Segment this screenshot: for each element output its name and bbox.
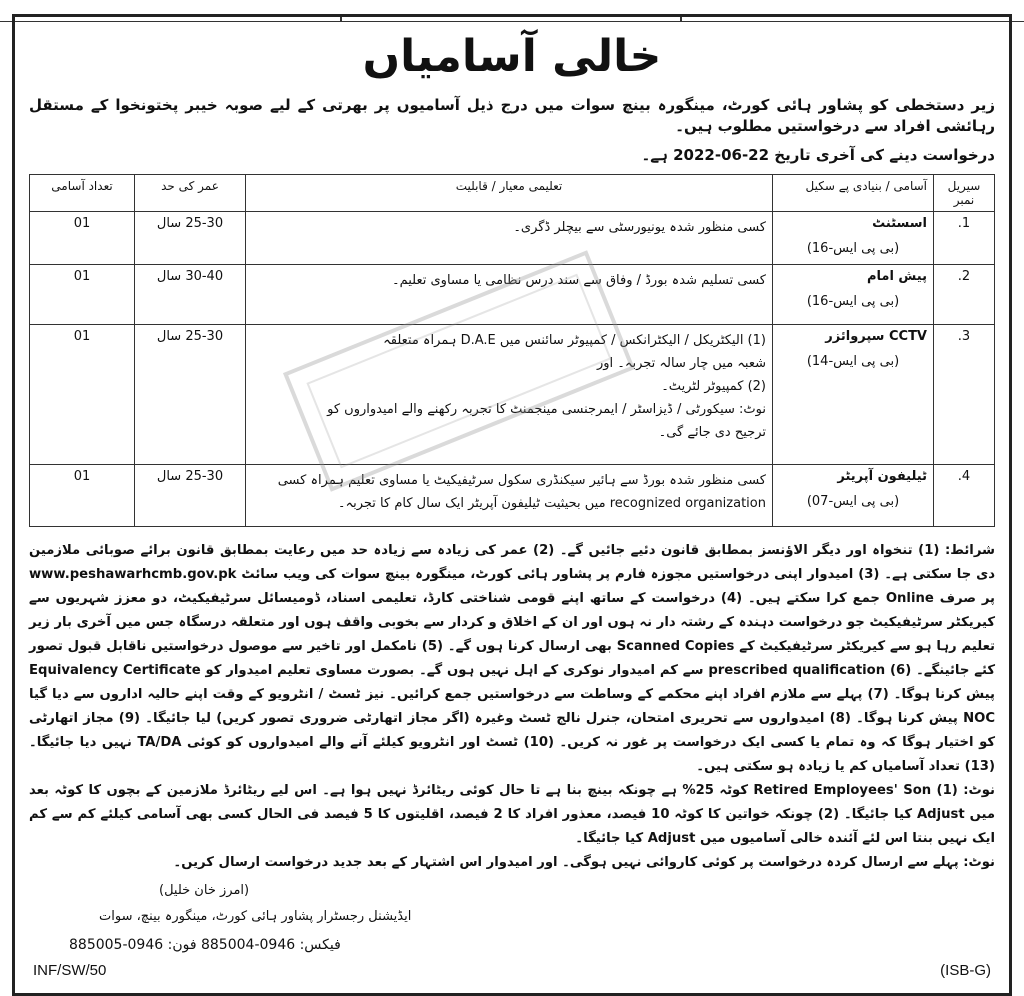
header-count: تعداد آسامی bbox=[30, 175, 135, 212]
post-cell bbox=[773, 465, 934, 527]
conditions-section bbox=[29, 539, 995, 875]
serial-number: 4. bbox=[934, 465, 995, 527]
table-row bbox=[30, 325, 995, 465]
reference-number: INF/SW/50 bbox=[33, 962, 107, 979]
post-count: 01 bbox=[30, 212, 135, 265]
post-name: CCTV سپروائزر bbox=[825, 329, 927, 344]
post-bps: (بی پی ایس-16) bbox=[806, 294, 900, 309]
qualification-line: (2) کمپیوٹر لٹریٹ۔ bbox=[661, 379, 766, 394]
qualification-cell bbox=[246, 465, 773, 527]
conditions-text: شرائط: (1) تنخواہ اور دیگر الاؤنسز بمطابق قانون دئیے جائیں گے۔ (2) عمر کی زیادہ سے زیادہ حد میں رعایت بمطابق قانون برائے صوبائی ملازمین دی جا سکتی ہے۔ (3) امیدوار اپنی درخواستیں مجوزہ فارم پر پشاور ہائی کورٹ، مینگورہ بینچ سوات کی ویب سائٹ www.peshawarhcmb.gov.pk پر صرف Online جمع کرا سکتے ہیں۔ (4) درخواست کے ساتھ اپنے قومی شناختی کارڈ، تعلیمی اسناد، ڈومیسائل سرٹیفیکیٹ، دو معزز شہریوں سے کیریکٹر سرٹیفیکیٹ جو درخواست دہندہ کے رشتہ دار نہ ہوں اور ان کے اخلاق و کردار سے بخوبی واقف ہوں اور متعلقہ درسگاہ جس میں آخری بار زیر تعلیم رہا ہو سے کیریکٹر سرٹیفیکیٹ کے Scanned Copies بھی ارسال کرنا ہوں گے۔ (5) نامکمل اور تاخیر سے موصول درخواستیں ناقابل قبول تصور کئے جائینگے۔ (6) prescribed qualification سے کم امیدوار نوکری کے اہل نہیں ہوں گے۔ بصورت مساوی تعلیم امیدوار کو Equivalency Certificate پیش کرنا ہوگا۔ (7) پہلے سے ملازم افراد اپنے محکمے کے وساطت سے درخواستیں جمع کرائیں۔ نیز ٹسٹ / انٹرویو کے وقت اپنے حالیہ اداروں سے دیا گیا NOC پیش کرنا ہوگا۔ (8) امیدواروں سے تحریری امتحان، جنرل نالج ٹسٹ وغیرہ (اگر مجاز اتھارٹی ضروری تصور کریں) لیا جائیگا۔ (9) مجاز اتھارٹی کو اختیار ہوگا کہ وہ تمام یا کسی ایک درخواست پر غور نہ کریں۔ (10) ٹسٹ اور انٹرویو کیلئے آنے والے امیدواروں کو کوئی TA/DA نہیں دیا جائیگا۔ (13) تعداد آسامیاں کم یا زیادہ ہو سکتی ہیں۔ bbox=[29, 543, 996, 774]
age-limit: 25-30 سال bbox=[135, 465, 246, 527]
serial-number: 3. bbox=[934, 325, 995, 465]
note-previous-applications: نوٹ: پہلے سے ارسال کردہ درخواست پر کوئی کاروائی نہیں ہوگی۔ اور امیدوار اس اشتہار کے بعد جدید درخواست ارسال کریں۔ bbox=[173, 855, 995, 870]
post-cell bbox=[773, 265, 934, 325]
qualification-line: کسی منظور شدہ بورڈ سے ہائیر سیکنڈری سکول سرٹیفیکیٹ یا مساوی تعلیم ہمراہ کسی bbox=[277, 473, 766, 488]
qualification-cell bbox=[246, 265, 773, 325]
intro-text: زیر دستخطی کو پشاور ہائی کورٹ، مینگورہ بینچ سوات میں درج ذیل آسامیوں پر بھرتی کے لیے صوبہ خیبر پختونخوا کے مستقل رہائشی افراد سے درخواستیں مطلوب ہیں۔ bbox=[29, 96, 995, 135]
post-bps: (بی پی ایس-16) bbox=[806, 241, 900, 256]
vacancy-table bbox=[29, 174, 995, 527]
serial-number: 2. bbox=[934, 265, 995, 325]
age-limit: 25-30 سال bbox=[135, 325, 246, 465]
table-row bbox=[30, 212, 995, 265]
age-limit: 25-30 سال bbox=[135, 212, 246, 265]
header-qualification: تعلیمی معیار / قابلیت bbox=[246, 175, 773, 212]
post-count: 01 bbox=[30, 265, 135, 325]
qualification-line: کسی تسلیم شدہ بورڈ / وفاق سے سند درس نظامی یا مساوی تعلیم۔ bbox=[391, 273, 766, 288]
signatory-designation: ایڈیشنل رجسٹرار پشاور ہائی کورٹ، مینگورہ بینچ، سوات bbox=[99, 909, 412, 924]
qualification-line: نوٹ: سیکورٹی / ڈیزاسٹر / ایمرجنسی مینجمنٹ کا تجربہ رکھنے والے امیدواروں کو bbox=[327, 402, 766, 417]
header-age: عمر کی حد bbox=[135, 175, 246, 212]
post-cell bbox=[773, 325, 934, 465]
note-quota: نوٹ: (1) Retired Employees' Son کوٹہ 25% ہے چونکہ بینچ بنا ہے تا حال کوئی ریٹائرڈ نہیں ہوا ہے۔ اس لیے ریٹائرڈ ملازمین کے بچوں کا کوٹہ بعد میں Adjust کیا جائیگا۔ (2) چونکہ خواتین کا کوٹہ 10 فیصد، معذور افراد کا 2 فیصد، اقلیتوں کا 5 فیصد فی الحال کسی بھی آسامی کیلئے کم سے کم ایک نہیں بنتا اس لئے آئندہ خالی آسامیوں میں Adjust کیا جائیگا۔ bbox=[29, 783, 995, 846]
post-name: پیش امام bbox=[866, 269, 927, 284]
footer bbox=[29, 961, 995, 981]
advertisement-frame bbox=[12, 14, 1012, 996]
serial-number: 1. bbox=[934, 212, 995, 265]
qualification-cell bbox=[246, 325, 773, 465]
post-bps: (بی پی ایس-07) bbox=[806, 494, 900, 509]
last-date: درخواست دینے کی آخری تاریخ 22-06-2022 ہے۔ bbox=[641, 146, 995, 164]
header-serial: سیریل نمبر bbox=[934, 175, 995, 212]
qualification-line: ترجیح دی جائے گی۔ bbox=[658, 425, 766, 440]
post-bps: (بی پی ایس-14) bbox=[806, 354, 900, 369]
ad-title: خالی آسامیاں bbox=[362, 31, 662, 82]
post-count: 01 bbox=[30, 325, 135, 465]
ad-code: (ISB-G) bbox=[940, 962, 991, 979]
qualification-line: (1) الیکٹریکل / الیکٹرانکس / کمپیوٹر سائنس میں D.A.E ہمراہ متعلقہ bbox=[383, 333, 766, 348]
post-count: 01 bbox=[30, 465, 135, 527]
header-post: آسامی / بنیادی پے سکیل bbox=[773, 175, 934, 212]
post-cell bbox=[773, 212, 934, 265]
qualification-line: recognized organization میں بحیثیت ٹیلیفون آپریٹر ایک سال کام کا تجربہ۔ bbox=[337, 496, 766, 511]
qualification-line: کسی منظور شدہ یونیورسٹی سے بیچلر ڈگری۔ bbox=[513, 220, 766, 235]
post-name: ٹیلیفون آپریٹر bbox=[837, 469, 927, 484]
table-row bbox=[30, 465, 995, 527]
table-row bbox=[30, 265, 995, 325]
age-limit: 30-40 سال bbox=[135, 265, 246, 325]
post-name: اسسٹنٹ bbox=[872, 216, 927, 231]
qualification-line: شعبہ میں چار سالہ تجربہ۔ اور bbox=[596, 356, 766, 371]
table-header-row bbox=[30, 175, 995, 212]
signatory-name: (امرز خان خلیل) bbox=[159, 883, 250, 898]
contact-numbers: فیکس: 0946-885004 فون: 0946-885005 bbox=[69, 937, 341, 953]
qualification-cell bbox=[246, 212, 773, 265]
